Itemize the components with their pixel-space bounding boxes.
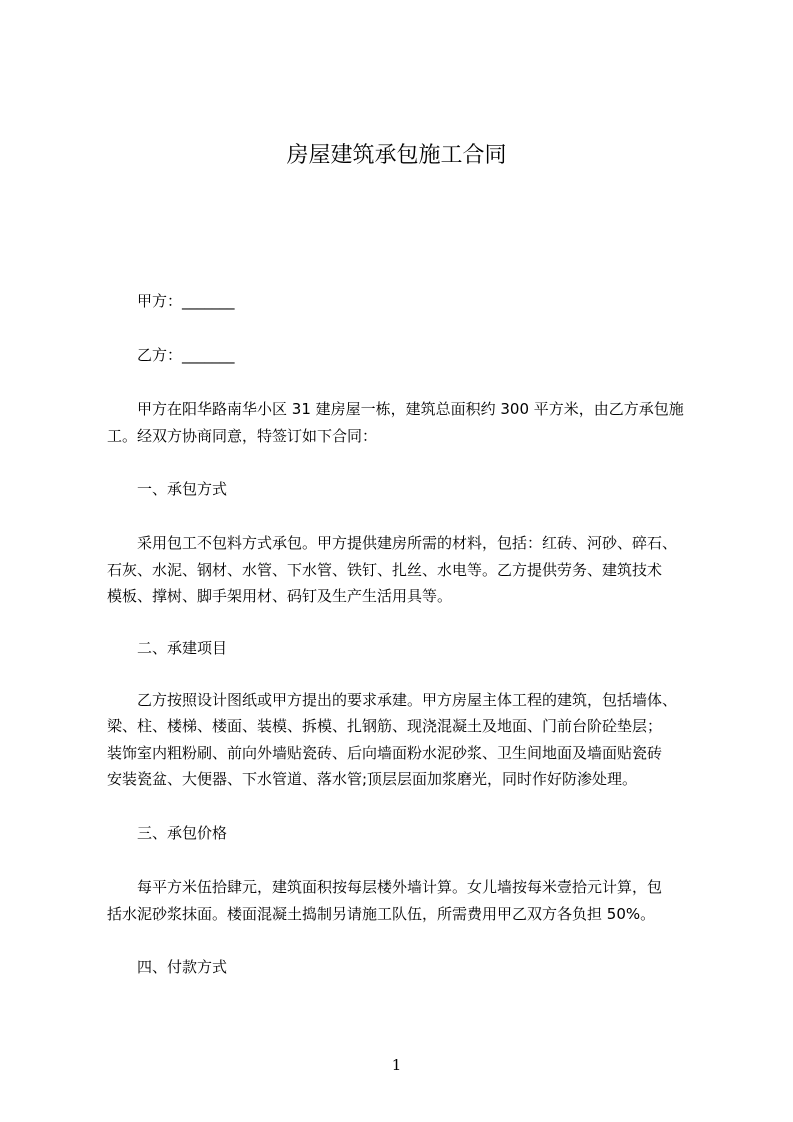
paragraph-line: 采用包工不包料方式承包。甲方提供建房所需的材料，包括：红砖、河砂、碎石、 — [137, 534, 678, 552]
paragraph-line: 石灰、水泥、钢材、水管、下水管、铁钉、扎丝、水电等。乙方提供劳务、建筑技术 — [107, 561, 663, 579]
section-heading: 二、承建项目 — [137, 639, 228, 657]
paragraph-line: 装饰室内粗粉刷、前向外墙贴瓷砖、后向墙面粉水泥砂浆、卫生间地面及墙面贴瓷砖 — [107, 744, 663, 762]
intro-line: 工。经双方协商同意，特签订如下合同： — [107, 427, 378, 445]
section-heading: 一、承包方式 — [137, 480, 228, 498]
document-title: 房屋建筑承包施工合同 — [286, 143, 507, 168]
paragraph-line: 梁、柱、楼梯、楼面、装模、拆模、扎钢筋、现浇混凝土及地面、门前台阶砼垫层； — [107, 717, 663, 735]
paragraph-line: 括水泥砂浆抹面。楼面混凝土捣制另请施工队伍，所需费用甲乙双方各负担 50%。 — [107, 905, 656, 923]
page-number: 1 — [391, 1056, 402, 1074]
section-heading: 三、承包价格 — [137, 824, 228, 842]
paragraph-line: 安装瓷盆、大便器、下水管道、落水管;顶层层面加浆磨光，同时作好防渗处理。 — [107, 770, 638, 788]
party-b-line: 乙方：_______ — [137, 346, 235, 364]
section-heading: 四、付款方式 — [137, 958, 228, 976]
intro-line: 甲方在阳华路南华小区 31 建房屋一栋，建筑总面积约 300 平方米，由乙方承包施 — [137, 400, 684, 418]
paragraph-line: 模板、撑树、脚手架用材、码钉及生产生活用具等。 — [107, 587, 453, 605]
paragraph-line: 每平方米伍拾肆元，建筑面积按每层楼外墙计算。女儿墙按每米壹拾元计算，包 — [137, 878, 663, 896]
paragraph-line: 乙方按照设计图纸或甲方提出的要求承建。甲方房屋主体工程的建筑，包括墙体、 — [137, 691, 678, 709]
party-a-line: 甲方：_______ — [137, 292, 235, 310]
